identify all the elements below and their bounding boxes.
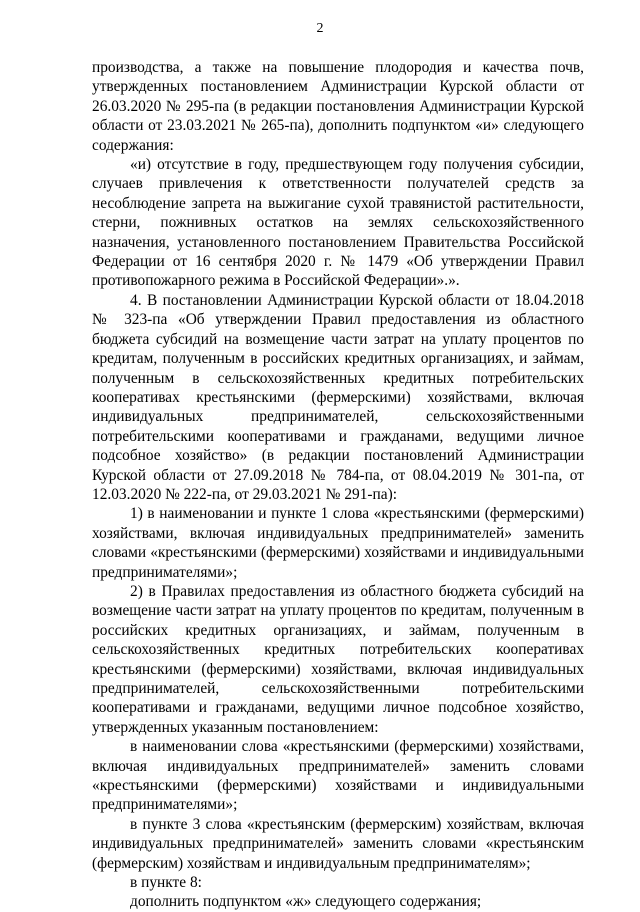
paragraph: в пункте 3 слова «крестьянским (фермерским) хозяйствам, включая индивидуальных предпринимателей» заменить словами «крестьянским (фермерским) хозяйствам и индивидуальным предпринимателям»; [92,815,584,872]
paragraph: 1) в наименовании и пункте 1 слова «крестьянскими (фермерскими) хозяйствами, включая индивидуальных предпринимателей» заменить словами «крестьянскими (фермерскими) хозяйствами и индивидуальными предпринимателями»; [92,505,584,581]
paragraph: в пункте 8: [130,874,202,892]
paragraph: в наименовании слова «крестьянскими (фермерскими) хозяйствами, включая индивидуальных предпринимателей» заменить словами «крестьянскими (фермерскими) хозяйствами и индивидуальными предпринимателями»; [92,738,584,814]
paragraph: производства, а также на повышение плодородия и качества почв, утвержденных постановлением Администрации Курской области от 26.03.2020 № 295-па (в редакции постановления Администрации Курской области от 23.03.2021 № 265-па), дополнить подпунктом «и» следующего содержания: [92,59,584,154]
document-body [92,58,584,912]
paragraph: «и) отсутствие в году, предшествующем году получения субсидии, случаев привлечения к ответственности получателей средств за несоблюдение запрета на выжигание сухой травянистой растительности, стерни, пожнивных остатков на землях сельскохозяйственного назначения, установленного постановлением Правительства Российской Федерации от 16 сентября 2020 г. № 1479 «Об утверждении Правил противопожарного режима в Российской Федерации».». [92,156,584,290]
paragraph: дополнить подпунктом «ж» следующего содержания; [130,893,482,911]
paragraph: 2) в Правилах предоставления из областного бюджета субсидий на возмещение части затрат на уплату процентов по кредитам, полученным в российских кредитных организациях, и займам, полученным в сельскохозяйственных кредитных потребительских кооперативах крестьянскими (фермерскими) хозяйствами, включая индивидуальных предпринимателей, сельскохозяйственными потребительскими кооперативами и гражданами, ведущими личное подсобное хозяйство, утвержденных указанным постановлением: [92,582,584,736]
paragraph: 4. В постановлении Администрации Курской области от 18.04.2018 № 323-па «Об утверждении Правил предоставления из областного бюджета субсидий на возмещение части затрат на уплату процентов по кредитам, полученным в российских кредитных организациях, и займам, полученным в сельскохозяйственных кредитных потребительских кооперативах крестьянскими (фермерскими) хозяйствами, включая индивидуальных предпринимателей, сельскохозяйственными потребительскими кооперативами и гражданами, ведущими личное подсобное хозяйство» (в редакции постановлений Администрации Курской области от 27.09.2018 № 784-па, от 08.04.2019 № 301-па, от 12.03.2020 № 222-па, от 29.03.2021 № 291-па): [92,291,584,503]
page-number: 2 [316,21,324,36]
